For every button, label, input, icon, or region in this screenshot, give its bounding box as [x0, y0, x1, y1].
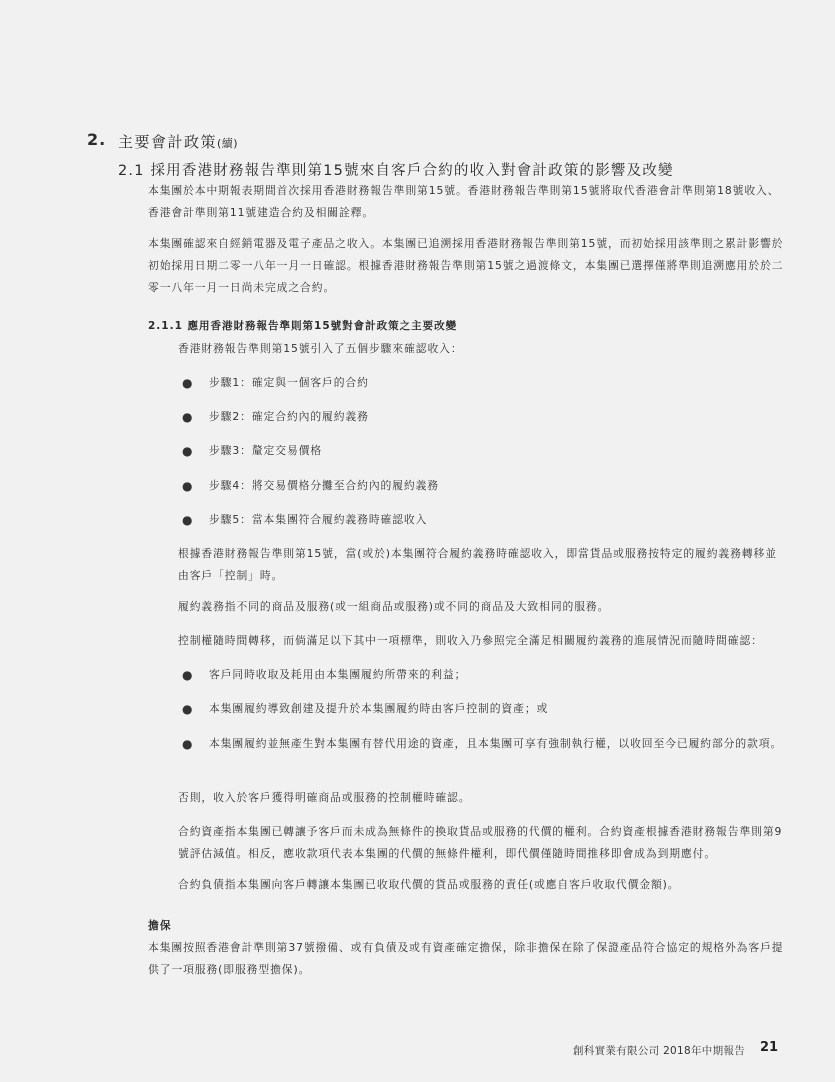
- list-item: [178, 509, 788, 531]
- paragraph-contract-assets: 合約資產指本集團已轉讓予客戶而未成為無條件的換取貨品或服務的代價的權利。合約資產根據香港財務報告準則第9號評估減值。相反，應收款項代表本集團的代價的無條件權利，即代價僅隨時間推移即會成為到期應付。: [178, 825, 783, 860]
- list-item: [178, 440, 788, 462]
- bullet-icon: ●: [182, 444, 194, 458]
- bullet-icon: ●: [182, 737, 194, 751]
- bullet-icon: ●: [182, 513, 194, 527]
- bullet-icon: ●: [182, 668, 194, 682]
- paragraph-control-transfer: 控制權隨時間轉移，而倘滿足以下其中一項標準，則收入乃參照完全滿足相關履約義務的進展情況而隨時間確認：: [178, 634, 763, 647]
- list-item-text: 客戶同時收取及耗用由本集團履約所帶來的利益；: [209, 668, 467, 681]
- bullet-icon: ●: [182, 410, 194, 424]
- bullet-icon: ●: [182, 376, 194, 390]
- paragraph-revenue-recognition: 根據香港財務報告準則第15號，當(或於)本集團符合履約義務時確認收入，即當貨品或服務按特定的履約義務轉移並由客戶「控制」時。: [178, 547, 777, 582]
- list-item: [178, 733, 788, 755]
- list-item-text: 本集團履約導致創建及提升於本集團履約時由客戶控制的資產；或: [209, 702, 549, 715]
- list-item: [178, 698, 788, 720]
- intro-paragraph-1: 本集團於本中期報表期間首次採用香港財務報告準則第15號。香港財務報告準則第15號將取代香港會計準則第18號收入、香港會計準則第11號建造合約及相關詮釋。: [148, 184, 780, 219]
- list-item: [178, 406, 788, 428]
- intro-paragraph-2: 本集團確認來自經銷電器及電子產品之收入。本集團已追溯採用香港財務報告準則第15號，而初始採用該準則之累計影響於初始採用日期二零一八年一月一日確認。根據香港財務報告準則第15號之過渡條文，本集團已選擇僅將準則追溯應用於於二零一八年一月一日尚未完成之合約。: [148, 237, 784, 294]
- section-number: 2.: [87, 130, 107, 149]
- list-item-text: 本集團履約並無產生對本集團有替代用途的資產，且本集團可享有強制執行權，以收回至今已履約部分的款項。: [209, 737, 783, 750]
- warranty-paragraph: 本集團按照香港會計準則第37號撥備、或有負債及或有資產確定擔保，除非擔保在除了保證產品符合協定的規格外為客戶提供了一項服務(即服務型擔保)。: [148, 941, 784, 976]
- list-item: [178, 475, 788, 497]
- list-item-text: 步驟5：當本集團符合履約義務時確認收入: [209, 513, 428, 526]
- paragraph-otherwise: 否則，收入於客戶獲得明確商品或服務的控制權時確認。: [178, 791, 471, 804]
- section-continued: (續): [217, 137, 239, 150]
- list-item-text: 步驟3：釐定交易價格: [209, 444, 323, 457]
- subsection-title: 2.1 採用香港財務報告準則第15號來自客戶合約的收入對會計政策的影響及改變: [118, 163, 674, 179]
- list-item: [178, 664, 788, 686]
- section-title-text: 主要會計政策: [118, 133, 218, 151]
- page-number: 21: [760, 1040, 779, 1055]
- bullet-icon: ●: [182, 479, 194, 493]
- bullet-icon: ●: [182, 702, 194, 716]
- list-item-text: 步驟1：確定與一個客戶的合約: [209, 376, 369, 389]
- section-title: [118, 131, 238, 152]
- subsubsection-heading: 2.1.1 應用香港財務報告準則第15號對會計政策之主要改變: [148, 320, 458, 332]
- warranty-heading: 擔保: [148, 919, 172, 932]
- steps-lead: 香港財務報告準則第15號引入了五個步驟來確認收入：: [178, 342, 463, 355]
- paragraph-performance-obligation: 履約義務指不同的商品及服務(或一組商品或服務)或不同的商品及大致相同的服務。: [178, 600, 610, 613]
- list-item-text: 步驟2：確定合約內的履約義務: [209, 410, 369, 423]
- list-item: [178, 372, 788, 394]
- paragraph-contract-liabilities: 合約負債指本集團向客戶轉讓本集團已收取代價的貨品或服務的責任(或應自客戶收取代價金額)。: [178, 878, 680, 891]
- footer-company: 創科實業有限公司 2018年中期報告: [573, 1045, 745, 1057]
- list-item-text: 步驟4：將交易價格分攤至合約內的履約義務: [209, 479, 440, 492]
